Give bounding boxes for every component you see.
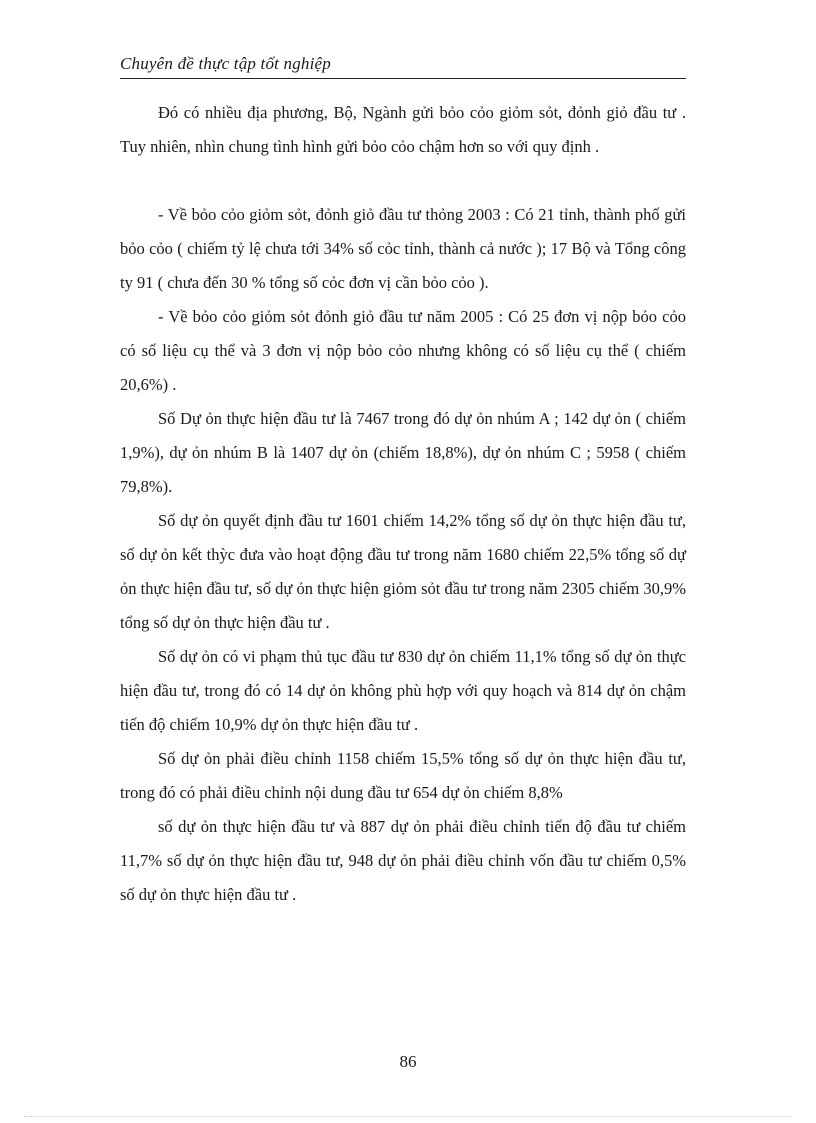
paragraph-investment-decisions: Số dự ỏn quyết định đầu tư 1601 chiếm 14,2% tổng số dự ỏn thực hiện đầu tư, số dự ỏn kết thỳc đưa vào hoạt động đầu tư trong năm 1680 chiếm 22,5% tổng số dự ỏn thực hiện đầu tư, số dự ỏn thực hiện giỏm sỏt đầu tư trong năm 2305 chiếm 30,9% tổng số dự ỏn thực hiện đầu tư .: [120, 511, 686, 632]
paragraph-reporting-overview: Đó có nhiều địa phương, Bộ, Ngành gửi bỏo cỏo giỏm sỏt, đỏnh giỏ đầu tư . Tuy nhiên, nhìn chung tình hình gửi bỏo cỏo chậm hơn so với quy định .: [120, 103, 686, 156]
paragraph-adjustments: Số dự ỏn phải điều chỉnh 1158 chiếm 15,5% tổng số dự ỏn thực hiện đầu tư, trong đó có phải điều chỉnh nội dung đầu tư 654 dự ỏn chiếm 8,8%: [120, 749, 686, 802]
running-header: [120, 52, 686, 79]
page-number: 86: [399, 1052, 417, 1071]
paragraph-procedure-violations: Số dự ỏn có vi phạm thủ tục đầu tư 830 dự ỏn chiếm 11,1% tổng số dự ỏn thực hiện đầu tư, trong đó có 14 dự ỏn không phù hợp với quy hoạch và 814 dự ỏn chậm tiến độ chiếm 10,9% dự ỏn thực hiện đầu tư .: [120, 647, 686, 734]
paragraph-gap: [120, 164, 686, 198]
paragraph-report-2003: - Về bỏo cỏo giỏm sỏt, đỏnh giỏ đầu tư thỏng 2003 : Có 21 tỉnh, thành phố gửi bỏo cỏo ( chiếm tỷ lệ chưa tới 34% số cỏc tỉnh, thành cả nước ); 17 Bộ và Tổng công ty 91 ( chưa đến 30 % tổng số cỏc đơn vị cần bỏo cỏo ).: [120, 205, 686, 292]
paragraph-project-groups: Số Dự ỏn thực hiện đầu tư là 7467 trong đó dự ỏn nhúm A ; 142 dự ỏn ( chiếm 1,9%), dự ỏn nhúm B là 1407 dự ỏn (chiếm 18,8%), dự ỏn nhúm C ; 5958 ( chiếm 79,8%).: [120, 409, 686, 496]
header-title: Chuyên đề thực tập tốt nghiệp: [120, 54, 332, 73]
paragraph-report-2005: - Về bỏo cỏo giỏm sỏt đỏnh giỏ đầu tư năm 2005 : Có 25 đơn vị nộp bỏo cỏo có số liệu cụ thể và 3 đơn vị nộp bỏo cỏo nhưng không có số liệu cụ thể ( chiếm 20,6%) .: [120, 307, 686, 394]
paragraph-adjustments-continued: số dự ỏn thực hiện đầu tư và 887 dự ỏn phải điều chỉnh tiến độ đầu tư chiếm 11,7% số dự ỏn thực hiện đầu tư, 948 dự ỏn phải điều chỉnh vốn đầu tư chiếm 0,5% số dự ỏn thực hiện đầu tư .: [120, 817, 686, 904]
footer-divider: [24, 1116, 792, 1117]
body-text: [120, 96, 686, 912]
